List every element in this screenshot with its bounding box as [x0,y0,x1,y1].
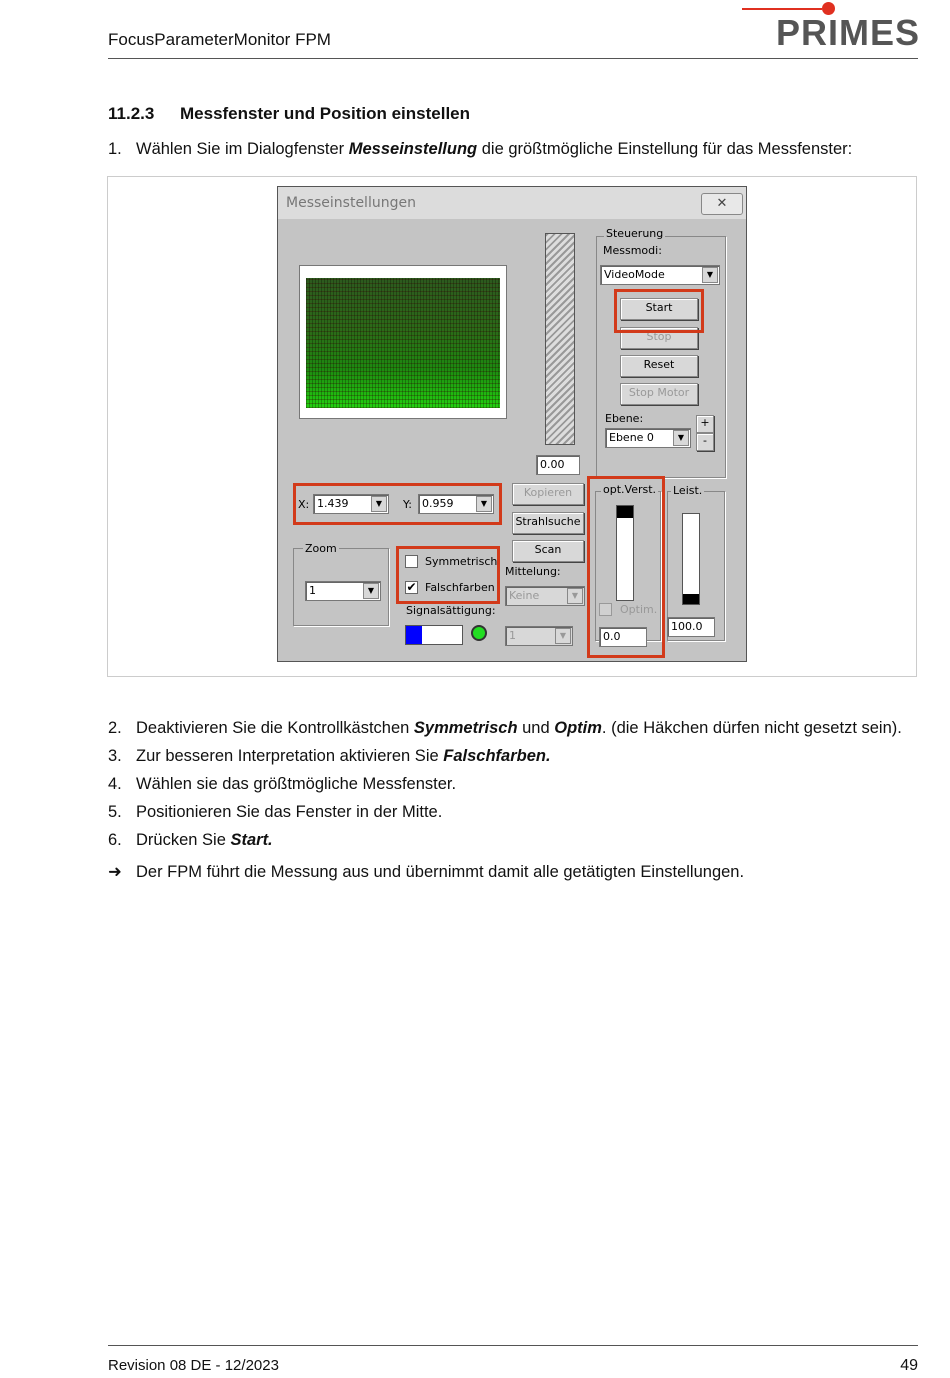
symmetrisch-label: Symmetrisch [425,555,498,568]
logo-accent-line [742,8,822,10]
step-text: und [517,719,555,737]
ebene-value: Ebene 0 [609,431,654,444]
step-number: 2. [108,719,122,737]
messeinstellungen-dialog [277,186,747,662]
step-number: 1. [108,140,122,158]
section-heading [108,104,470,124]
mittelung-label: Mittelung: [505,565,561,578]
zoom-value: 1 [309,584,316,597]
step-text: Wählen Sie im Dialogfenster [136,140,349,158]
beam-image [306,278,500,408]
chevron-down-icon[interactable]: ▼ [702,267,718,283]
stop-motor-button[interactable]: Stop Motor [620,383,698,405]
x-label: X: [298,498,310,511]
ebene-select[interactable] [605,428,691,448]
opt-verst-label: opt.Verst. [603,483,657,496]
level-bar-hatched [545,233,575,445]
step-emphasis: Messeinstellung [348,140,478,158]
falschfarben-label: Falschfarben [425,581,495,594]
section-number: 11.2.3 [108,104,155,123]
document-header-title: FocusParameterMonitor FPM [108,30,331,49]
step-emphasis: Start. [230,831,273,849]
highlight-checkboxes [396,546,500,604]
step-text: Deaktivieren Sie die Kontrollkästchen [136,719,414,737]
scan-button[interactable]: Scan [512,540,584,562]
chevron-down-icon[interactable]: ▼ [567,588,583,604]
signal-saturation-fill [406,626,422,644]
step-number: 3. [108,747,122,765]
ebene-plus-button[interactable]: + [696,415,714,433]
messmodi-label: Messmodi: [603,244,662,257]
result-line [108,862,744,882]
step-2 [108,719,902,738]
section-title: Messfenster und Position einstellen [180,104,471,123]
zoom-select[interactable] [305,581,381,601]
step-3 [108,747,551,766]
steuerung-label: Steuerung [606,227,664,240]
dialog-titlebar [278,187,746,219]
step-6 [108,831,273,850]
signal-led-icon [471,625,487,641]
step-text: Positionieren Sie das Fenster in der Mitte. [136,803,443,821]
step-1 [108,140,852,159]
y-value: 0.959 [422,497,454,510]
messmodi-value: VideoMode [604,268,665,281]
count-select[interactable] [505,626,573,646]
signal-saturation-bar [405,625,463,645]
ebene-label: Ebene: [605,412,644,425]
value-field[interactable]: 0.00 [536,455,580,475]
arrow-right-icon: ➜ [108,863,122,881]
strahlsuche-button[interactable]: Strahlsuche [512,512,584,534]
close-icon[interactable]: ✕ [701,193,743,215]
chevron-down-icon[interactable]: ▼ [476,496,492,512]
header-rule [108,58,918,59]
page-number: 49 [900,1357,918,1374]
result-text: Der FPM führt die Messung aus und übernimmt damit alle getätigten Einstellungen. [136,863,745,881]
ebene-minus-button[interactable]: - [696,433,714,451]
primes-logo: PRIMES [776,12,921,53]
start-button[interactable]: Start [620,298,698,320]
highlight-opt-verst [587,476,665,658]
kopieren-button[interactable]: Kopieren [512,483,584,505]
footer-rule [108,1345,918,1346]
falschfarben-checkbox[interactable]: ✔ [406,580,417,594]
leist-label: Leist. [673,484,703,497]
step-number: 5. [108,803,122,821]
messmodi-select[interactable] [600,265,720,285]
count-value: 1 [509,629,516,642]
highlight-start [614,289,704,333]
optim-label: Optim. [620,603,658,616]
y-label: Y: [403,498,412,511]
zoom-label: Zoom [305,542,337,555]
beam-preview [299,265,507,419]
mittelung-value: Keine [509,589,540,602]
step-text: Wählen sie das größtmögliche Messfenster. [136,775,457,793]
chevron-down-icon[interactable]: ▼ [673,430,689,446]
mittelung-select[interactable] [505,586,585,606]
step-text: . (die Häkchen dürfen nicht gesetzt sein). [601,719,902,737]
step-text: die größtmögliche Einstellung für das Messfenster: [477,140,853,158]
step-text: Zur besseren Interpretation aktivieren Sie [136,747,444,765]
step-text: Drücken Sie [136,831,231,849]
step-emphasis: Optim [554,719,602,737]
highlight-xy [293,483,502,525]
dialog-title: Messeinstellungen [286,195,416,211]
reset-button[interactable]: Reset [620,355,698,377]
chevron-down-icon[interactable]: ▼ [363,583,379,599]
revision-label: Revision 08 DE - 12/2023 [108,1357,279,1374]
stop-button[interactable]: Stop [620,327,698,349]
opt-value-field[interactable]: 0.0 [599,627,647,647]
step-4 [108,775,456,794]
chevron-down-icon[interactable]: ▼ [371,496,387,512]
leist-slider[interactable] [682,513,700,605]
step-emphasis: Symmetrisch [413,719,518,737]
step-number: 6. [108,831,122,849]
signal-label: Signalsättigung: [406,604,496,617]
chevron-down-icon[interactable]: ▼ [555,628,571,644]
leist-value-field[interactable]: 100.0 [667,617,715,637]
step-5 [108,803,442,822]
x-value: 1.439 [317,497,349,510]
slider-knob[interactable] [683,594,699,604]
step-emphasis: Falschfarben. [443,747,551,765]
step-number: 4. [108,775,122,793]
